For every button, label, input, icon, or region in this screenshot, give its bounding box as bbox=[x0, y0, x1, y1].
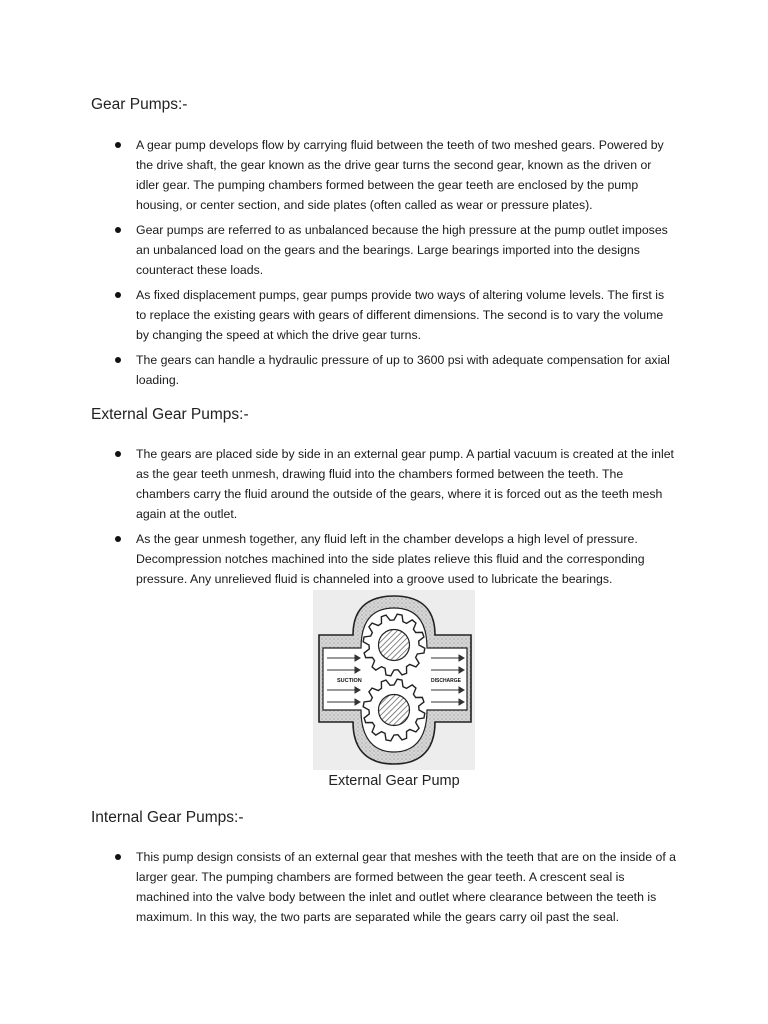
internal-gear-pumps-list bbox=[136, 847, 676, 932]
gear-pumps-list bbox=[136, 135, 676, 395]
list-item: Gear pumps are referred to as unbalanced because the high pressure at the pump outlet imposes an unbalanced load on the gears and the bearings. Large bearings imported into the designs counteract these loads. bbox=[136, 220, 676, 280]
external-gear-pumps-list bbox=[136, 444, 676, 594]
discharge-label: DISCHARGE bbox=[431, 678, 462, 684]
list-item: The gears are placed side by side in an external gear pump. A partial vacuum is created at the inlet as the gear teeth unmesh, drawing fluid into the chambers formed between the teeth. The chambers carry the fluid around the outside of the gears, where it is forced out as the teeth mesh again at the outlet. bbox=[136, 444, 676, 524]
suction-label: SUCTION bbox=[337, 678, 362, 684]
heading-gear-pumps: Gear Pumps:- bbox=[91, 96, 188, 113]
heading-internal-gear-pumps: Internal Gear Pumps:- bbox=[91, 809, 244, 826]
figure-caption: External Gear Pump bbox=[328, 773, 460, 789]
list-item: The gears can handle a hydraulic pressure of up to 3600 psi with adequate compensation for axial loading. bbox=[136, 350, 676, 390]
heading-external-gear-pumps: External Gear Pumps:- bbox=[91, 406, 249, 423]
list-item: As fixed displacement pumps, gear pumps provide two ways of altering volume levels. The first is to replace the existing gears with gears of different dimensions. The second is to vary the volume by changing the speed at which the drive gear turns. bbox=[136, 285, 676, 345]
list-item: This pump design consists of an external gear that meshes with the teeth that are on the inside of a larger gear. The pumping chambers are formed between the gear teeth. A crescent seal is machined into the valve body between the inlet and outlet where clearance between the teeth is maximum. In this way, the two parts are separated while the gears carry oil past the seal. bbox=[136, 847, 676, 927]
gear-pump-illustration bbox=[313, 590, 475, 770]
list-item: As the gear unmesh together, any fluid left in the chamber develops a high level of pressure. Decompression notches machined into the side plates relieve this fluid and the corresponding pressure. Any unrelieved fluid is channeled into a groove used to lubricate the bearings. bbox=[136, 529, 676, 589]
drive-gear bbox=[363, 614, 425, 676]
driven-gear bbox=[363, 679, 425, 741]
external-gear-pump-figure bbox=[313, 590, 475, 796]
list-item: A gear pump develops flow by carrying fluid between the teeth of two meshed gears. Powered by the drive shaft, the gear known as the drive gear turns the second gear, known as the driven or idler gear. The pumping chambers formed between the gear teeth are enclosed by the pump housing, or center section, and side plates (often called as wear or pressure plates). bbox=[136, 135, 676, 215]
